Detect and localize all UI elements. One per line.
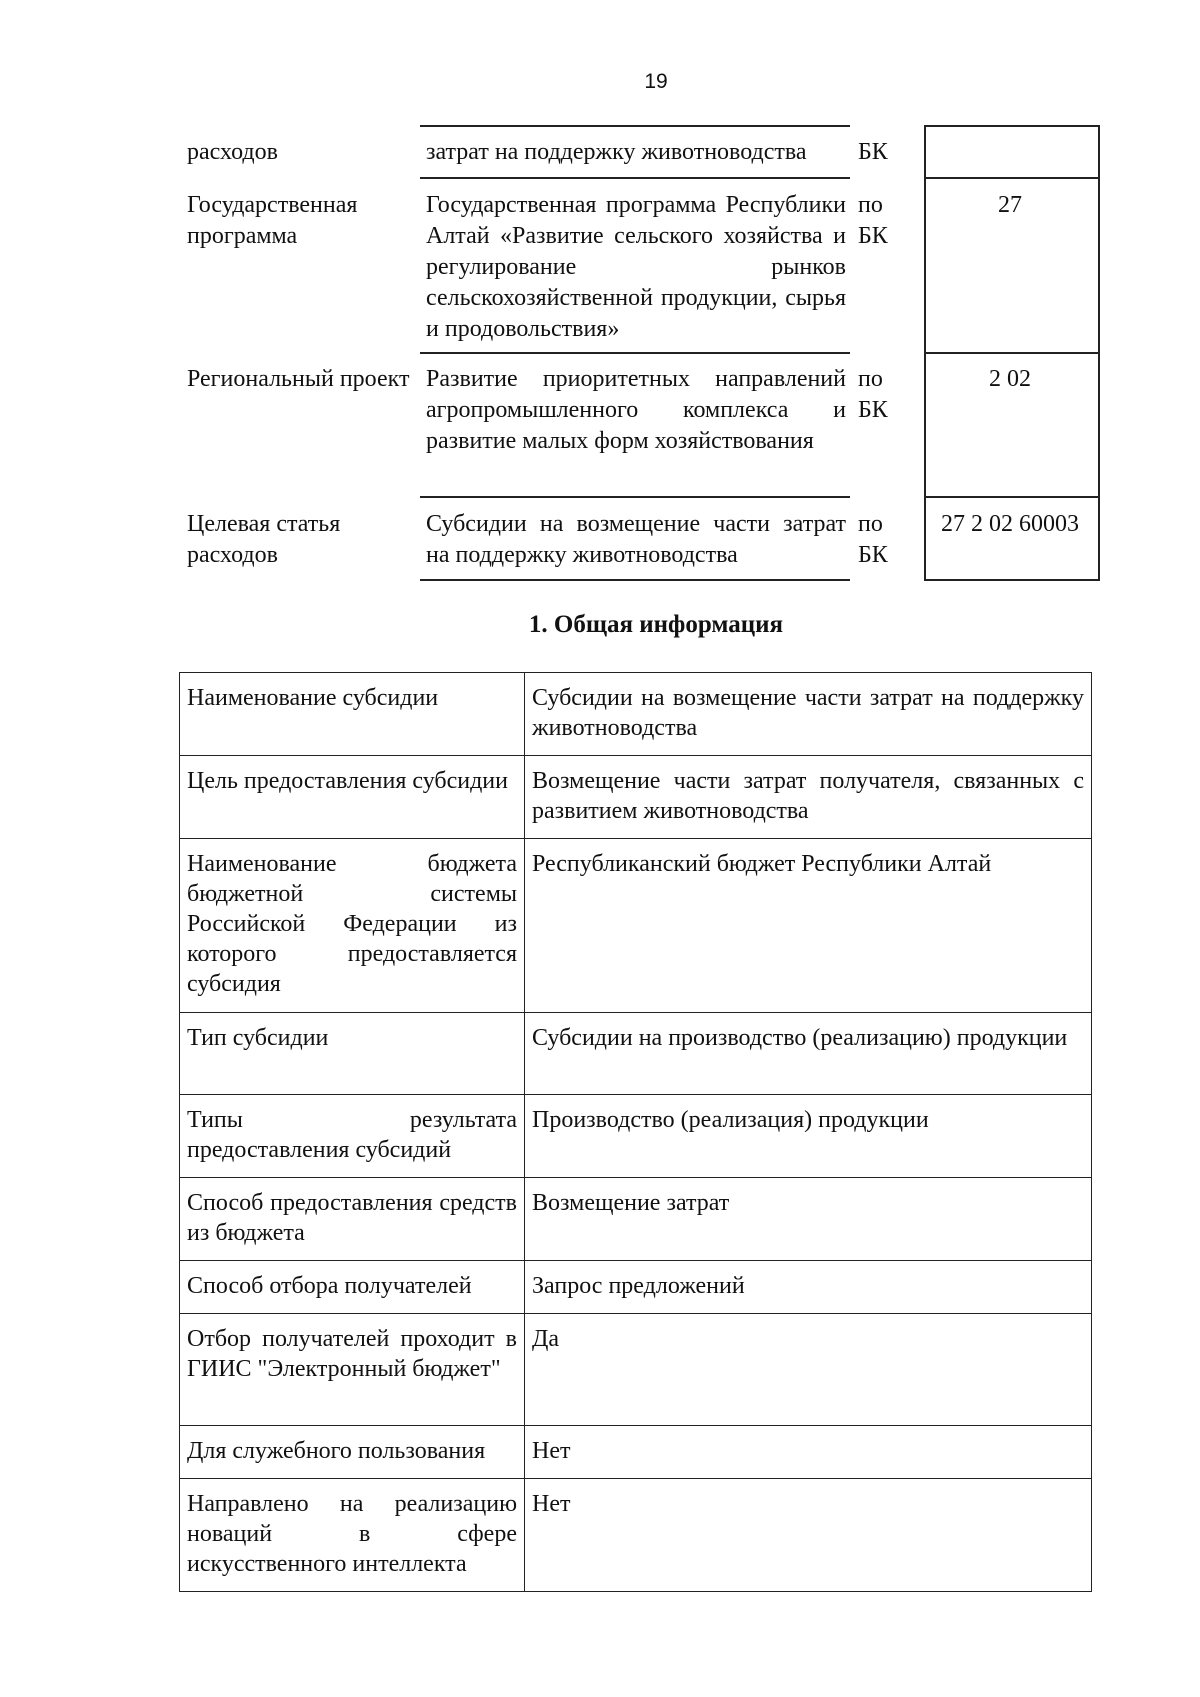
row-value: Производство (реализация) продукции bbox=[525, 1095, 1092, 1178]
header-row-by: по БК bbox=[858, 192, 888, 249]
row-label: Отбор получателей проходит в ГИИС "Электронный бюджет" bbox=[180, 1314, 525, 1426]
table-row bbox=[180, 1095, 1092, 1178]
header-row-text: Субсидии на возмещение части затрат на поддержку животноводства bbox=[426, 511, 846, 568]
table-row bbox=[180, 1261, 1092, 1314]
header-row-label: Государственная программа bbox=[187, 192, 358, 249]
row-value: Нет bbox=[525, 1426, 1092, 1479]
row-value: Запрос предложений bbox=[525, 1261, 1092, 1314]
header-row-text: затрат на поддержку животноводства bbox=[426, 139, 807, 165]
row-label: Тип субсидии bbox=[180, 1013, 525, 1095]
row-value: Нет bbox=[525, 1479, 1092, 1592]
row-label: Способ предоставления средств из бюджета bbox=[180, 1178, 525, 1261]
section-title: 1. Общая информация bbox=[528, 611, 784, 638]
header-row-by: по БК bbox=[858, 366, 888, 423]
row-value: Возмещение затрат bbox=[525, 1178, 1092, 1261]
header-row-by: по БК bbox=[858, 511, 888, 568]
header-row-text: Государственная программа Республики Алтай «Развитие сельского хозяйства и регулирование рынков сельскохозяйственной продукции, сырья и продовольствия» bbox=[426, 192, 846, 342]
row-label: Направлено на реализацию новаций в сфере искусственного интеллекта bbox=[180, 1479, 525, 1592]
header-table bbox=[0, 0, 1200, 600]
row-label: Для служебного пользования bbox=[180, 1426, 525, 1479]
row-value: Субсидии на возмещение части затрат на поддержку животноводства bbox=[525, 673, 1092, 756]
header-row-code: 27 2 02 60003 bbox=[941, 511, 1079, 537]
header-row-label: Целевая статья расходов bbox=[187, 511, 341, 568]
row-label: Способ отбора получателей bbox=[180, 1261, 525, 1314]
row-value: Республиканский бюджет Республики Алтай bbox=[525, 839, 1092, 1013]
table-row bbox=[180, 673, 1092, 756]
table-row bbox=[180, 1426, 1092, 1479]
row-value: Да bbox=[525, 1314, 1092, 1426]
table-row bbox=[180, 1178, 1092, 1261]
header-row-code: 27 bbox=[998, 192, 1022, 218]
row-value: Субсидии на производство (реализацию) продукции bbox=[525, 1013, 1092, 1095]
header-row-by: БК bbox=[858, 139, 888, 165]
table-row bbox=[180, 1013, 1092, 1095]
row-value: Возмещение части затрат получателя, связанных с развитием животноводства bbox=[525, 756, 1092, 839]
header-row-label: Региональный проект bbox=[187, 366, 410, 392]
table-row bbox=[180, 756, 1092, 839]
row-label: Наименование субсидии bbox=[180, 673, 525, 756]
row-label: Типы результата предоставления субсидий bbox=[180, 1095, 525, 1178]
general-info-table bbox=[179, 672, 1092, 1592]
row-label: Наименование бюджета бюджетной системы Российской Федерации из которого предоставляется субсидия bbox=[180, 839, 525, 1013]
page-number: 19 bbox=[644, 70, 668, 93]
header-row-text: Развитие приоритетных направлений агропромышленного комплекса и развитие малых форм хозяйствования bbox=[426, 366, 846, 454]
table-row bbox=[180, 839, 1092, 1013]
table-row bbox=[180, 1314, 1092, 1426]
header-row-label: расходов bbox=[187, 139, 278, 165]
header-row-code: 2 02 bbox=[989, 366, 1031, 392]
table-row bbox=[180, 1479, 1092, 1592]
row-label: Цель предоставления субсидии bbox=[180, 756, 525, 839]
